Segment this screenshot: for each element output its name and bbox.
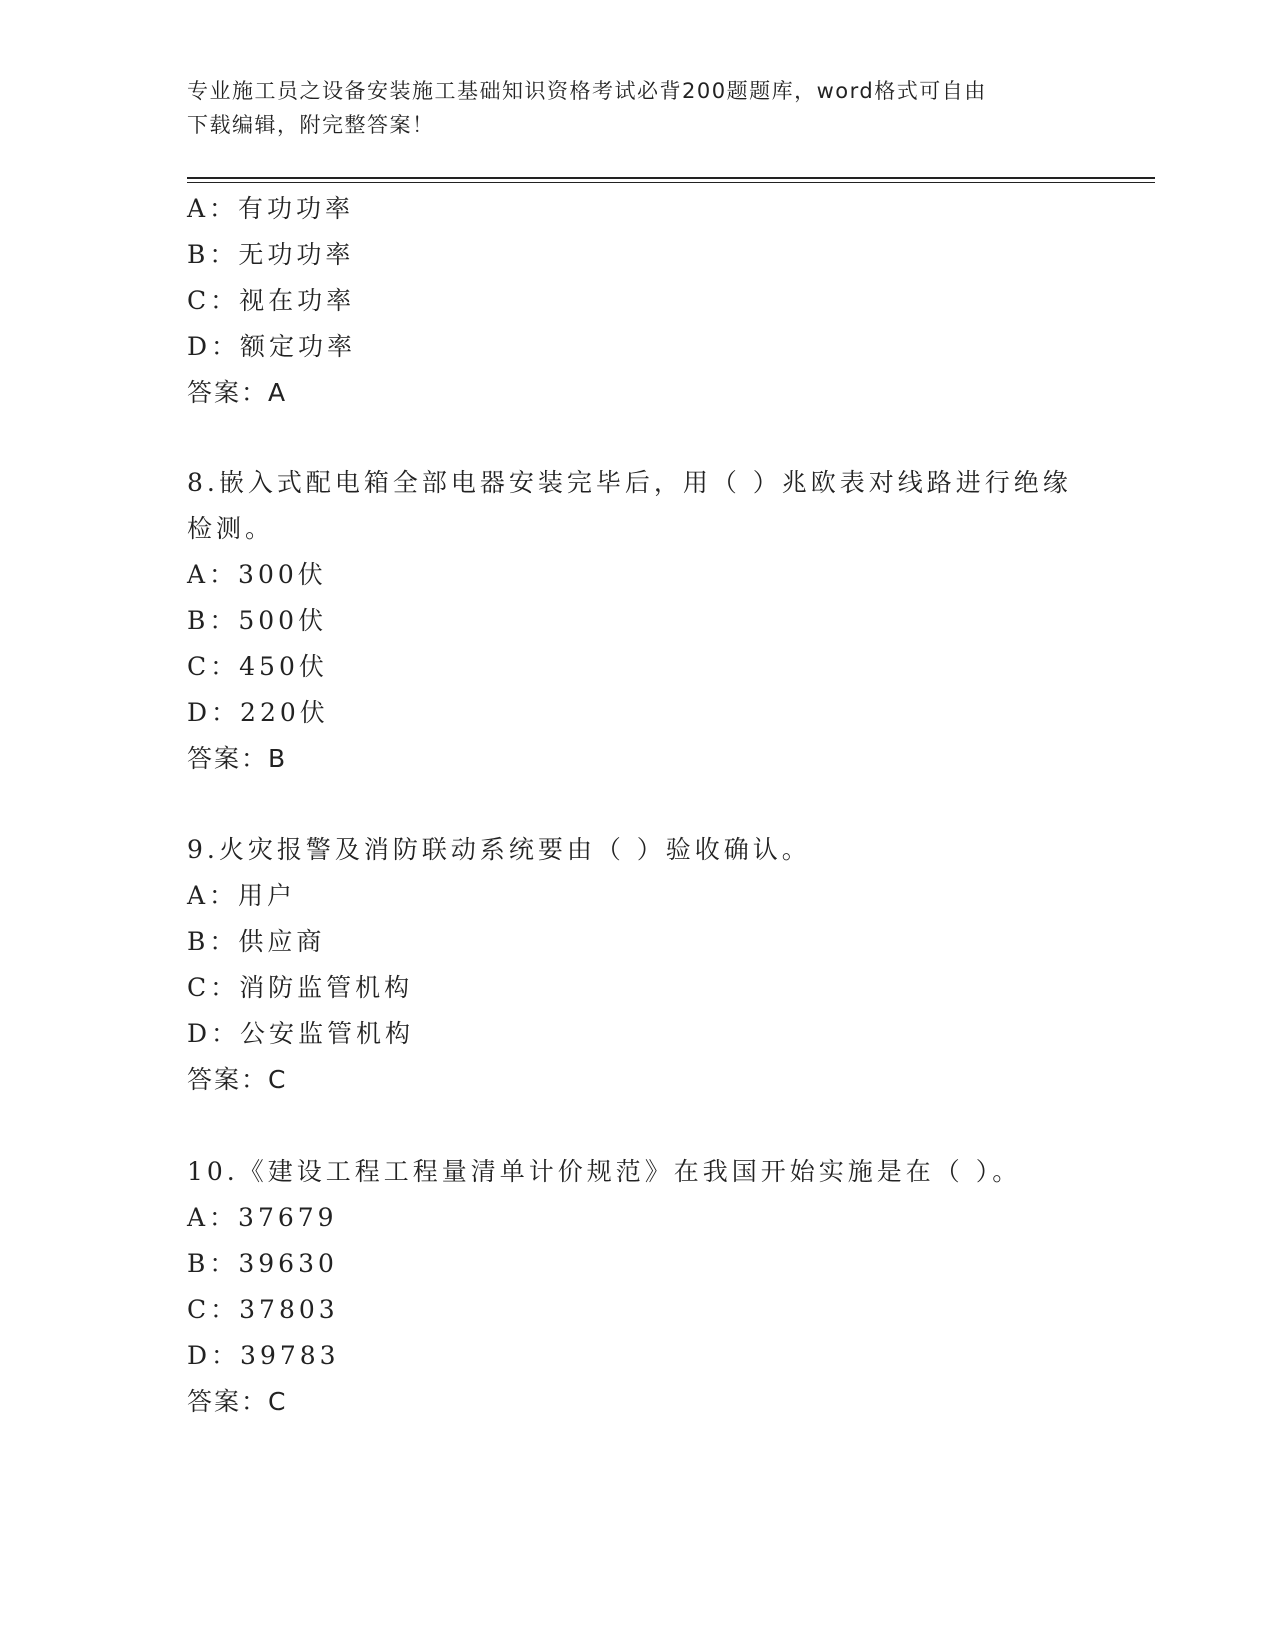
answer-label: 答案：C — [187, 1387, 288, 1416]
option-b: B：39630 — [187, 1249, 338, 1278]
option-c: C：消防监管机构 — [187, 973, 414, 1002]
option-c: C：37803 — [187, 1295, 339, 1324]
header-title-line2: 下载编辑，附完整答案！ — [187, 113, 435, 137]
option-d: D：额定功率 — [187, 332, 357, 361]
header-divider-thick — [187, 177, 1155, 179]
document-header — [187, 74, 1087, 142]
question-7-continued — [187, 186, 1127, 416]
option-c: C：450伏 — [187, 652, 328, 681]
question-text: 10.《建设工程工程量清单计价规范》在我国开始实施是在（ ）。 — [187, 1157, 1022, 1186]
question-8 — [187, 460, 1127, 782]
header-divider-thin — [187, 182, 1155, 183]
question-10 — [187, 1149, 1127, 1425]
answer-label: 答案：C — [187, 1065, 288, 1094]
option-a: A：用户 — [187, 881, 297, 910]
option-b: B：无功功率 — [187, 240, 355, 269]
option-d: D：220伏 — [187, 698, 329, 727]
option-a: A：有功功率 — [187, 194, 355, 223]
question-text: 9.火灾报警及消防联动系统要由（ ）验收确认。 — [187, 835, 811, 864]
option-a: A：300伏 — [187, 560, 327, 589]
question-text-line2: 检测。 — [187, 514, 275, 543]
answer-label: 答案：B — [187, 744, 288, 773]
option-b: B：500伏 — [187, 606, 328, 635]
answer-label: 答案：A — [187, 378, 288, 407]
question-text-line1: 8.嵌入式配电箱全部电器安装完毕后，用（ ）兆欧表对线路进行绝缘 — [187, 468, 1072, 497]
option-d: D：公安监管机构 — [187, 1019, 415, 1048]
option-a: A：37679 — [187, 1203, 338, 1232]
header-title-line1: 专业施工员之设备安装施工基础知识资格考试必背200题题库，word格式可自由 — [187, 79, 987, 103]
option-b: B：供应商 — [187, 927, 326, 956]
option-d: D：39783 — [187, 1341, 340, 1370]
question-9 — [187, 827, 1127, 1103]
option-c: C：视在功率 — [187, 286, 356, 315]
